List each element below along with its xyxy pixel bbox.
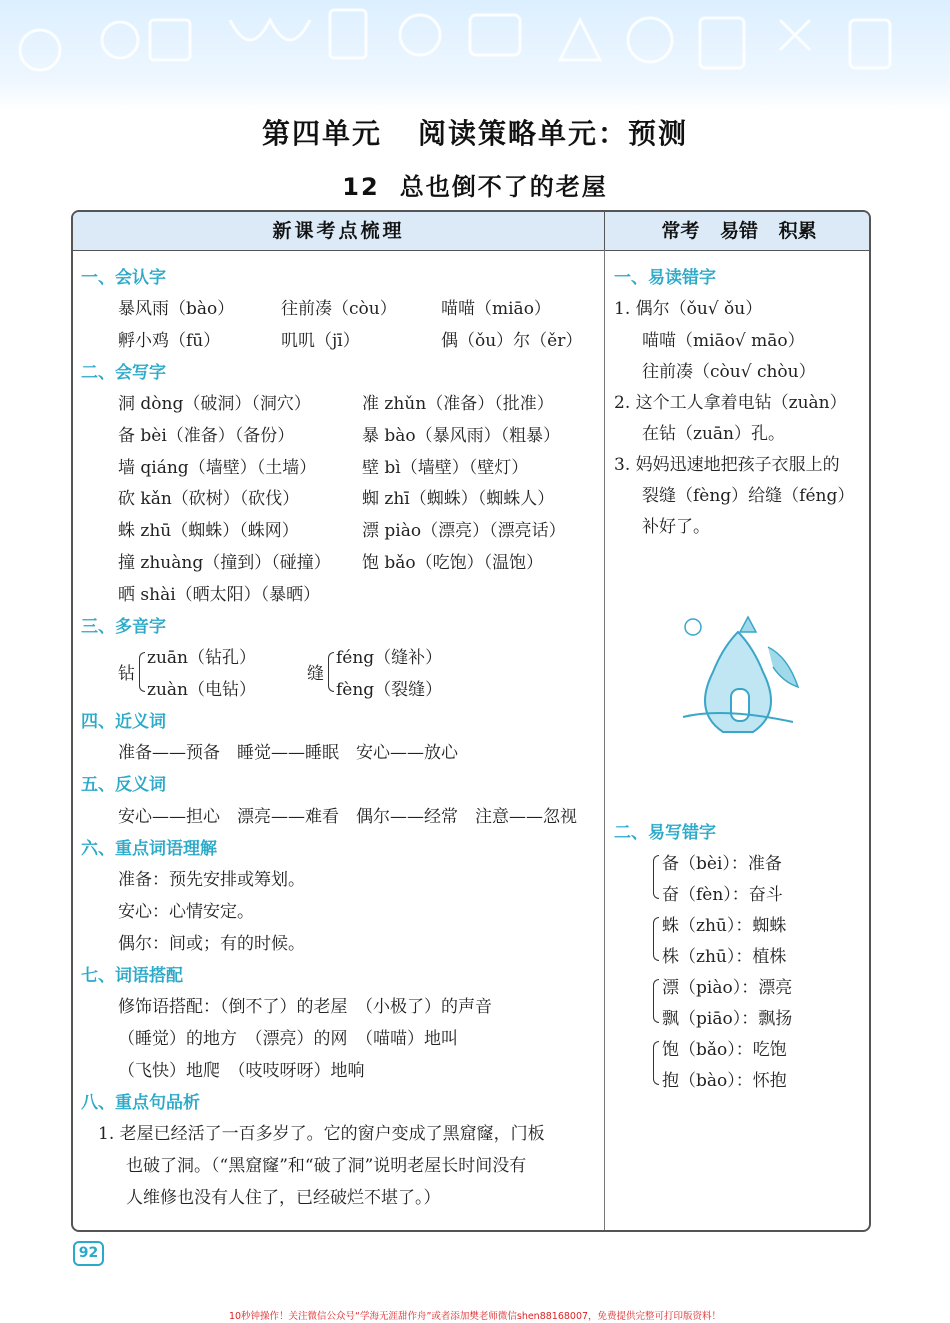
house-illustration — [673, 607, 808, 737]
list-item: 修饰语搭配：（倒不了）的老屋 （小极了）的声音 — [118, 997, 492, 1017]
section-title-synonyms: 四、近义词 — [81, 712, 166, 732]
list-item: 抱（bào）：怀抱 — [662, 1071, 787, 1091]
list-item: 漂（piào）：漂亮 — [662, 978, 793, 998]
list-item: 偶尔：间或；有的时候。 — [118, 934, 305, 954]
lesson-title-line — [0, 167, 950, 202]
list-item: 1. 老屋已经活了一百多岁了。它的窗户变成了黑窟窿，门板 — [98, 1124, 545, 1144]
list-item: （飞快）地爬 （吱吱呀呀）地响 — [118, 1061, 365, 1081]
list-item: zuān（钻孔） — [147, 648, 256, 668]
right-column-header: 常考 易错 积累 — [605, 212, 871, 251]
list-item: 准备：预先安排或筹划。 — [118, 870, 305, 890]
section-title-miswritten: 二、易写错字 — [614, 823, 716, 843]
list-item: 人维修也没有人住了，已经破烂不堪了。） — [126, 1188, 441, 1208]
list-item: 往前凑（còu） — [281, 299, 397, 319]
list-item: 2. 这个工人拿着电钻（zuàn） — [614, 393, 847, 413]
list-item: 蛛 zhū（蜘蛛）（蛛网） — [118, 521, 299, 541]
list-item: 备（bèi）：准备 — [662, 854, 782, 874]
list-item: 安心——担心 漂亮——难看 偶尔——经常 注意——忽视 — [118, 807, 577, 827]
section-title-recognize: 一、会认字 — [81, 268, 166, 288]
brace — [653, 917, 659, 961]
list-item: 裂缝（fèng）给缝（féng） — [642, 486, 855, 506]
left-column-header: 新课考点梳理 — [73, 212, 605, 251]
section-title-polyphone: 三、多音字 — [81, 617, 166, 637]
list-item: 在钻（zuān）孔。 — [642, 424, 785, 444]
banner-decoration-icons — [0, 0, 950, 112]
section-title-collocation: 七、词语搭配 — [81, 966, 183, 986]
section-title-write: 二、会写字 — [81, 363, 166, 383]
list-item: （睡觉）的地方 （漂亮）的网 （喵喵）地叫 — [118, 1029, 458, 1049]
unit-subtitle: 阅读策略单元：预测 — [418, 117, 689, 150]
list-item: 蜘 zhī（蜘蛛）（蜘蛛人） — [362, 489, 555, 509]
list-item: 砍 kǎn（砍树）（砍伐） — [118, 489, 300, 509]
list-item: 株（zhū）：植株 — [662, 947, 787, 967]
list-item: 叽叽（jī） — [281, 331, 360, 351]
list-item: 安心：心情安定。 — [118, 902, 254, 922]
top-banner — [0, 0, 950, 112]
brace — [653, 855, 659, 899]
list-item: 偶（ǒu）尔（ěr） — [441, 331, 583, 351]
polyphone-char: 钻 — [118, 664, 135, 684]
list-item: 壁 bì（墙壁）（壁灯） — [362, 458, 529, 478]
list-item: 饱 bǎo（吃饱）（温饱） — [362, 553, 544, 573]
list-item: 喵喵（miāo） — [441, 299, 551, 319]
list-item: 暴风雨（bào） — [118, 299, 235, 319]
list-item: 孵小鸡（fū） — [118, 331, 221, 351]
unit-title: 第四单元 — [261, 117, 382, 150]
brace — [328, 652, 334, 692]
list-item: féng（缝补） — [336, 648, 443, 668]
list-item: zuàn（电钻） — [147, 680, 256, 700]
list-item: 撞 zhuàng（撞到）（碰撞） — [118, 553, 331, 573]
list-item: 飘（piāo）：飘扬 — [662, 1009, 793, 1029]
list-item: 往前凑（còu√ chòu） — [642, 362, 816, 382]
list-item: 暴 bào（暴风雨）（粗暴） — [362, 426, 561, 446]
list-item: 1. 偶尔（ǒu√ ǒu） — [614, 299, 763, 319]
list-item: 墙 qiáng（墙壁）（土墙） — [118, 458, 317, 478]
unit-title-line — [0, 112, 950, 152]
list-item: fèng（裂缝） — [336, 680, 443, 700]
list-item: 准 zhǔn（准备）（批准） — [362, 394, 554, 414]
section-title-misread: 一、易读错字 — [614, 268, 716, 288]
section-title-words: 六、重点词语理解 — [81, 839, 217, 859]
brace — [653, 979, 659, 1023]
section-title-antonyms: 五、反义词 — [81, 775, 166, 795]
column-divider — [604, 250, 605, 1232]
list-item: 奋（fèn）：奋斗 — [662, 885, 783, 905]
content-frame — [71, 210, 871, 1232]
footer-notice: 10秒钟操作！关注微信公众号“学海无涯甜作舟”或者添加樊老师微信shen88168007，免费提供完整可打印版资料！ — [228, 1311, 722, 1322]
brace — [139, 652, 145, 692]
list-item: 3. 妈妈迅速地把孩子衣服上的 — [614, 455, 840, 475]
list-item: 也破了洞。（“黑窟窿”和“破了洞”说明老屋长时间没有 — [126, 1156, 527, 1176]
list-item: 补好了。 — [642, 517, 710, 537]
lesson-number: 12 — [342, 173, 380, 201]
page-number: 92 — [73, 1241, 104, 1266]
list-item: 晒 shài（晒太阳）（暴晒） — [118, 585, 321, 605]
list-item: 喵喵（miāo√ māo） — [642, 331, 805, 351]
section-title-sentence: 八、重点句品析 — [81, 1093, 200, 1113]
polyphone-char: 缝 — [307, 664, 324, 684]
brace — [653, 1041, 659, 1085]
list-item: 饱（bǎo）：吃饱 — [662, 1040, 787, 1060]
list-item: 漂 piào（漂亮）（漂亮话） — [362, 521, 566, 541]
list-item: 洞 dòng（破洞）（洞穴） — [118, 394, 311, 414]
list-item: 准备——预备 睡觉——睡眠 安心——放心 — [118, 743, 458, 763]
list-item: 蛛（zhū）：蜘蛛 — [662, 916, 787, 936]
lesson-title: 总也倒不了的老屋 — [399, 173, 608, 201]
list-item: 备 bèi（准备）（备份） — [118, 426, 295, 446]
